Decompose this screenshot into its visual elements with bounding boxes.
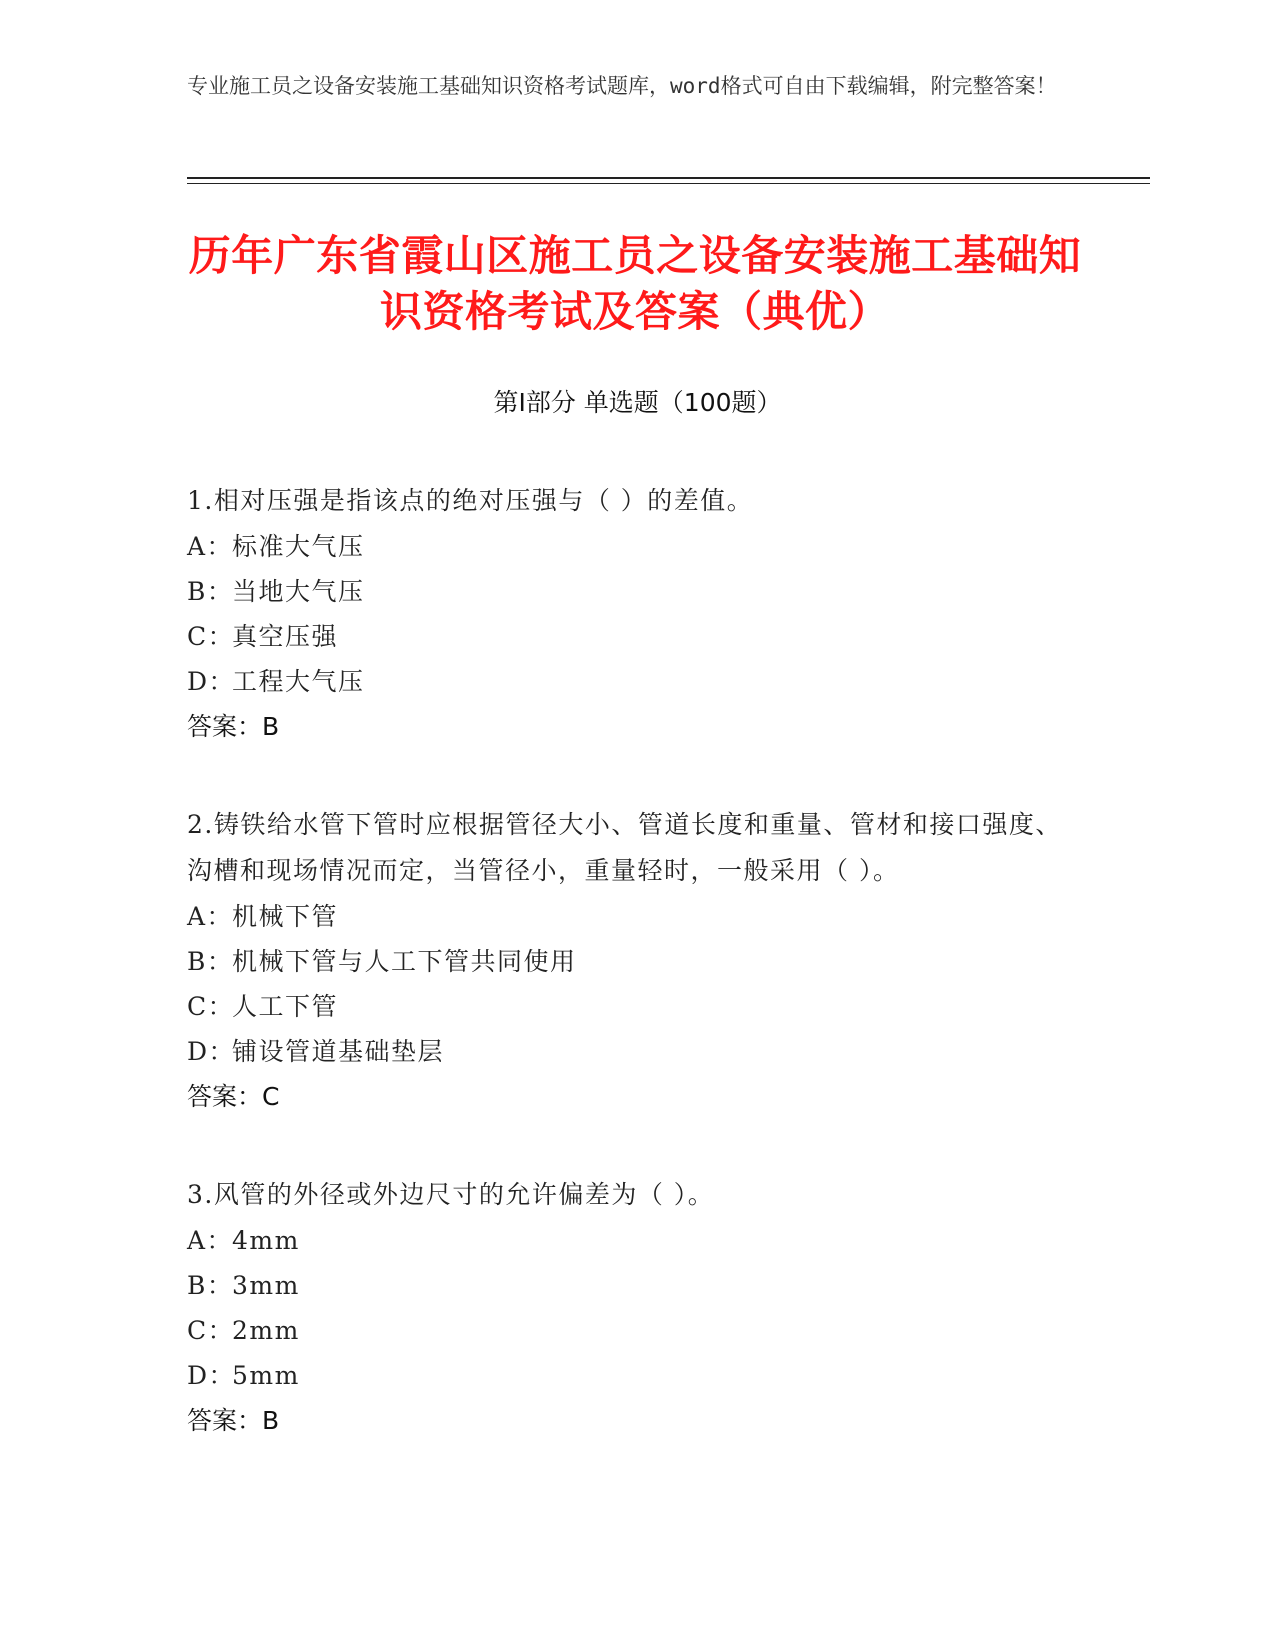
option-text: 机械下管与人工下管共同使用 xyxy=(232,947,577,976)
question-3 xyxy=(187,1172,1067,1444)
option-key: C： xyxy=(187,992,235,1021)
option-key: B： xyxy=(187,577,234,606)
document-title: 历年广东省霞山区施工员之设备安装施工基础知识资格考试及答案（典优） xyxy=(188,231,1082,336)
option-key: C： xyxy=(187,622,235,651)
option-key: D： xyxy=(187,1037,236,1066)
option-key: A： xyxy=(187,532,234,561)
header-divider-thin xyxy=(187,183,1150,184)
header-note: 专业施工员之设备安装施工基础知识资格考试题库，word格式可自由下载编辑，附完整答案！ xyxy=(187,74,1057,98)
option-text: 人工下管 xyxy=(232,992,339,1021)
question-stem: 2.铸铁给水管下管时应根据管径大小、管道长度和重量、管材和接口强度、沟槽和现场情况而定，当管径小，重量轻时，一般采用（ ）。 xyxy=(187,810,1062,885)
option-key: B： xyxy=(187,947,234,976)
section-title: 第Ⅰ部分 单选题（100题） xyxy=(493,388,782,417)
question-2 xyxy=(187,802,1067,1120)
option-key: D： xyxy=(187,1361,236,1390)
option-b xyxy=(187,569,1067,614)
option-d xyxy=(187,1353,1067,1398)
option-b xyxy=(187,939,1067,984)
option-text: 工程大气压 xyxy=(232,667,365,696)
option-a xyxy=(187,1218,1067,1263)
option-a xyxy=(187,524,1067,569)
option-text: 铺设管道基础垫层 xyxy=(232,1037,445,1066)
option-text: 3mm xyxy=(232,1271,300,1300)
option-c xyxy=(187,984,1067,1029)
option-b xyxy=(187,1263,1067,1308)
question-1 xyxy=(187,478,1067,750)
option-c xyxy=(187,614,1067,659)
option-text: 机械下管 xyxy=(232,902,339,931)
option-text: 真空压强 xyxy=(232,622,339,651)
option-d xyxy=(187,1029,1067,1074)
option-a xyxy=(187,894,1067,939)
option-key: A： xyxy=(187,902,234,931)
option-text: 当地大气压 xyxy=(232,577,365,606)
option-key: A： xyxy=(187,1226,234,1255)
answer-line: 答案：C xyxy=(187,1082,280,1111)
option-key: D： xyxy=(187,667,236,696)
option-c xyxy=(187,1308,1067,1353)
question-list xyxy=(187,478,1067,1496)
option-text: 2mm xyxy=(232,1316,300,1345)
option-key: C： xyxy=(187,1316,235,1345)
header-divider-thick xyxy=(187,177,1150,179)
option-text: 标准大气压 xyxy=(232,532,365,561)
answer-line: 答案：B xyxy=(187,1406,280,1435)
option-key: B： xyxy=(187,1271,234,1300)
question-stem: 3.风管的外径或外边尺寸的允许偏差为（ ）。 xyxy=(187,1180,715,1209)
option-d xyxy=(187,659,1067,704)
option-text: 5mm xyxy=(232,1361,300,1390)
question-stem: 1.相对压强是指该点的绝对压强与（ ）的差值。 xyxy=(187,486,754,515)
option-text: 4mm xyxy=(232,1226,300,1255)
answer-line: 答案：B xyxy=(187,712,280,741)
